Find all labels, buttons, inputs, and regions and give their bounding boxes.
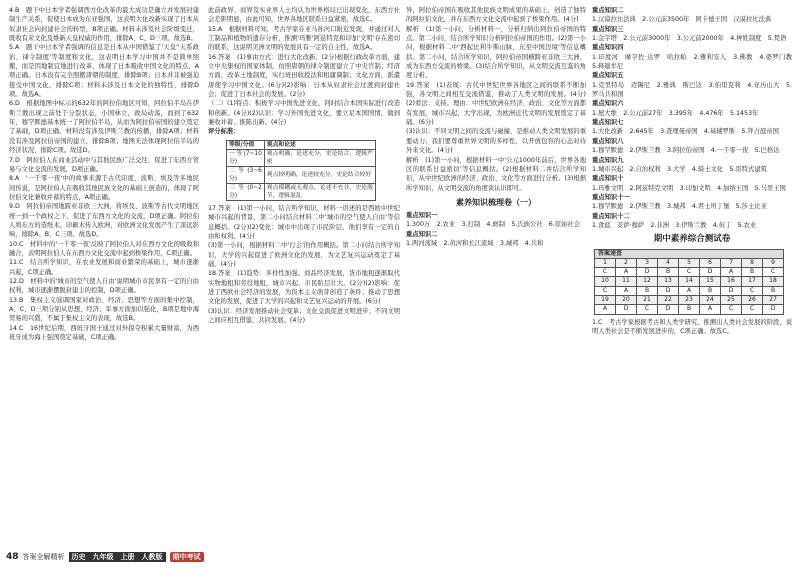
answer-paragraph: 12.D 材料中的'城市的空气使人自由'说明城市市民享有一定的自由权利，城市逐渐摆脱封建主的控制，D项正确。 [9, 277, 199, 295]
key-point-answers: 1.金字塔 2.公元前3000年 3.公元前2000年 4.种姓制度 5.梵语 [592, 35, 787, 43]
answer-paragraph: 6.D 根据地图中标示的632年的阿拉伯地区可知，阿拉伯半岛在伊斯兰教出现之前处于分裂状态，小国林立，政局动荡，而到了632年，穆罕默德基本统一了阿拉伯半岛，从而为阿拉伯帝国的建立奠定了基础，D项正确。材料没有涉及伊斯兰教的传播，排除A项；材料没有涉及阿拉伯帝国的建立，排除B项；地图无法体现阿拉伯半岛的经济状况，排除C项。故选D。 [9, 100, 199, 155]
table-row [595, 258, 784, 267]
table-cell: 观点较明确，论述较充分，史论结合较好 [264, 166, 375, 183]
answer-letter: C [742, 305, 763, 314]
question-number: 16 [721, 277, 742, 286]
question-number: 7 [721, 258, 742, 267]
question-number: 11 [616, 277, 637, 286]
answer-key-table [594, 249, 784, 315]
question-number: 10 [595, 277, 616, 286]
key-point-heading: 重点知识八 [592, 137, 624, 145]
answer-paragraph: 18.答案 (1)趋势：多样性加强。商品经济发展，货币地租逐渐取代实物地租和劳役地租，城市兴起，市民阶层壮大。(2分)(2)影响：促进了西欧社会经济的发展，为资本主义萌芽创造了条件；推动了思想文化的发展，促进了大学的兴起和文艺复兴运动的开展。(6分) [208, 270, 400, 306]
answer-letter: D [721, 286, 742, 295]
answer-letter: B [637, 286, 658, 295]
question-number: 18 [763, 277, 784, 286]
key-point-heading: 重点知识四 [592, 44, 624, 52]
table-cell: 二等(3~6分) [227, 166, 265, 183]
key-point-heading: 重点知识十一 [592, 193, 630, 201]
answer-key-title: 答案速查 [595, 249, 784, 258]
key-point-heading: 重点知识五 [592, 72, 624, 80]
answer-letter: C [679, 268, 700, 277]
scoring-label: 评分标准： [208, 128, 240, 136]
answer-letter: A [700, 305, 721, 314]
answer-letter: B [763, 286, 784, 295]
answer-paragraph: 14.C 16世纪后期，西班牙国王通过对外掠夺积累大量财富，为西班牙成为海上强国奠定基础，C项正确。 [9, 324, 199, 342]
question-number: 27 [763, 296, 784, 305]
answer-letter: B [658, 268, 679, 277]
column-3 [406, 6, 586, 248]
key-point-heading: 重点知识二 [406, 230, 438, 238]
answer-letter: A [679, 286, 700, 295]
answer-paragraph: 4.B 题干中日本学者强调西方化改革的最大成功是确立并发展封建制生产关系，促使日本成为东亚强国，这表明大化改新实现了日本从奴隶社会向封建社会的转型，B项正确。材料未涉及社会阶级变迁，既收有来文化及维新天皇权威的作用，排除A、C、D三项。故选B。 [9, 7, 199, 43]
question-number: 6 [700, 258, 721, 267]
table-cell: 观点模糊或无观点，论述不充分，史论脱节，逻辑混乱 [264, 183, 375, 200]
question-number: 19 [595, 296, 616, 305]
key-point-answers: 1.克里特岛 迈锡尼 2.雅典 斯巴达 3.伯里克利 4.亚历山大 5.罗马共和国 [592, 81, 792, 99]
answer-paragraph: 17.答案 (1)第一小问，结合所学知识，材料一讲述的是西欧中世纪城市兴起的背景，第二小问结合材料二中'城市的空气使人自由'等信息概括。(2分)(2)变化：城市中出现了市民阶层，他们享有一定的自由和权利。(4分) [208, 204, 400, 240]
answer-letter: A [721, 268, 742, 277]
answer-paragraph: (3)第一小问，根据材料二中'行会'的作用概括。第二小问结合所学知识，大学的兴起促进了欧洲文化的发展，为文艺复兴运动奠定了基础。(4分) [208, 242, 400, 268]
answer-letter: A [616, 268, 637, 277]
column-2 [208, 6, 400, 325]
answer-paragraph: 5.A 题干中日本学者强调的信息是日本从中国借鉴了'天皇''天系政治、律令制度'等制度和文化，这表明日本学习中国并不是简单照搬，而是因地制宜地进行改革，体现了日本吸收中国文化的特点，A项正确。日本没有完全照搬唐朝的制度，排除B项；日本并非被强迫接受中国文化，排除C项；材料未涉及日本文化的独特性，排除D项。故选A。 [9, 44, 199, 99]
table-row [595, 296, 784, 305]
answer-paragraph: 此前政界、商界及实业界人士均认为世界格局已出现变化，东西方社会差距明显，由此可知，世界各地区联系日益紧密，故选C。 [208, 7, 400, 24]
table-row [595, 268, 784, 277]
question-number: 4 [658, 258, 679, 267]
answer-letter: D [763, 305, 784, 314]
answer-letter: A [595, 305, 616, 314]
column-1 [9, 6, 199, 342]
answer-paragraph: 解析 (1)第一小问，分析材料一，分析归纳出阿拉伯帝国的特点。第二小问，结合所学知识分析阿拉伯帝国的作用。(2)第一小问，根据材料二中'西起比利牛斯山脉，东至中国边境'等信息概括。第二小问，结合所学知识，阿拉伯帝国横跨亚非欧三大洲，成为东西方交流的桥梁。(3)结合所学知识，从文明交流互鉴的角度分析。 [406, 25, 586, 80]
key-point-heading: 重点知识六 [592, 100, 624, 108]
key-point-heading: 重点知识三 [592, 25, 624, 33]
page-footer [6, 550, 204, 564]
scoring-table [226, 140, 376, 201]
answer-letter: D [616, 305, 637, 314]
table-cell: 一等(7~10分) [227, 149, 265, 166]
answer-paragraph: 16.答案 (1)事由方式：进行大化改新。(2分)根据行政改革方面，建立中央集权的国家体制，仿照唐朝的律令制度建立了中央官制；经济方面，改革土地制度，实行班田收授法和租庸调制；文化方面，派遣唐使学习中国文化。(6分)(2)影响：日本从奴隶社会过渡到封建社会；促进了日本社会的发展。(2分) [208, 53, 400, 99]
table-row [595, 277, 784, 286]
answer-letter: D [658, 286, 679, 295]
question-number: 17 [742, 277, 763, 286]
answer-letter: C [595, 286, 616, 295]
question-number: 8 [742, 258, 763, 267]
answer-letter: A [616, 286, 637, 295]
exam-title: 期中素养综合测试卷 [653, 234, 731, 245]
answer-letter: D [637, 268, 658, 277]
answer-letter: B [700, 286, 721, 295]
answer-paragraph: 解析 (1)第一小问，根据材料一中'公元1000年前后，世界各地区的联系日益密切'等信息概括。(2)根据材料二并结合所学知识，从中世纪欧洲的经济、政治、文化等方面进行分析。(3)根据所学知识，从文明交流的角度谈认识即可。 [406, 156, 586, 192]
question-number: 15 [700, 277, 721, 286]
question-number: 3 [637, 258, 658, 267]
question-number: 2 [616, 258, 637, 267]
key-point-heading: 重点知识二 [592, 7, 624, 14]
key-point-answers: 1.穆罕默德 2.伊斯兰教 3.城邦 4.君士坦丁堡 5.莎士比亚 [592, 203, 767, 211]
question-number: 26 [742, 296, 763, 305]
answer-paragraph: 7.D 阿拉伯人在商业活动中与其他民族广泛交往，促进了东西方贸易与文化交流的发展，D项正确。 [9, 156, 199, 173]
answer-paragraph: 9.D 阿拉伯帝国地跨亚非欧三大洲，将埃及、波斯等古代文明地区统一到一个政权之下，促进了东西方文化的交流，D项正确。阿拉伯人将东方的造纸术、印刷术传入欧洲，对欧洲文化发展产生了深远影响，排除A、B、C三项。故选D。 [9, 203, 199, 239]
table-cell: 三等(0~2分) [227, 183, 265, 200]
table-header: 观点和论述 [264, 140, 375, 149]
key-point-answers: 1.大化改新 2.645年 3.查理曼帝国 4.基辅罗斯 5.拜占庭帝国 [592, 128, 779, 136]
table-cell: 观点明确，论述充分，史论结合，逻辑严密 [264, 149, 375, 166]
answer-letter: D [658, 305, 679, 314]
table-row [227, 183, 376, 200]
answer-paragraph: 8.A '一千零一夜'中的故事来源于古代印度、波斯、埃及等多地民间传说，是阿拉伯人在吸收其他民族文化的基础上创造的，体现了阿拉伯文化兼收并蓄的特点，A项正确。 [9, 175, 199, 201]
answer-paragraph: 13.B 集权主义强调国家对政治、经济、思想等方面的集中控制，A、C、D三项分别从思想、经济、军事方面加以强化，B项是地中海贸易的兴盛，不属于集权主义的表现，故选B。 [9, 296, 199, 323]
question-number: 20 [616, 296, 637, 305]
table-row [595, 305, 784, 314]
key-point-answers: 1.两河流域 2.黄河和长江流域 3.城邦 4.共和 [406, 239, 544, 247]
answer-letter: C [742, 286, 763, 295]
question-number: 1 [595, 258, 616, 267]
answer-letter: C [637, 305, 658, 314]
key-point-answers: 1.玛雅文明 2.阿兹特克文明 3.印加文明 4.加纳王国 5.马里王国 [592, 184, 786, 192]
answer-paragraph: 1.C 考古学家根据考古和人类学研究，推测出人类社会发展的阶段，说明人类社会是不断发展进步的，C项正确。故选C。 [592, 318, 792, 336]
answer-paragraph: 15.A 根据材料可知，考古学家在亚马孙河口附近发现，并通过对人工制品和植物的遗存分析，推测'玛雅'阿兹特克和印加'文明'存在密切的联系，这说明美洲文明的发展具有一定的自主性，故选A。 [208, 25, 400, 52]
book-title: 历史 九年级 上册 人教版 [69, 552, 166, 562]
table-row [595, 286, 784, 295]
answer-letter: B [742, 268, 763, 277]
answer-paragraph: (3)认识：经济发展推动社会变革；文化交流促进文明进步；不同文明之间应相互借鉴，共同发展。(4分) [208, 307, 400, 324]
answer-letter: D [700, 268, 721, 277]
answer-paragraph: 10.C 材料中的'一千零一夜'反映了阿拉伯人对东西方文化的吸收和融合，表明阿拉伯人在东西方文化交流中起到桥梁作用，C项正确。 [9, 240, 199, 257]
section-title: 素养知识梳理卷（一） [456, 197, 536, 207]
key-point-heading: 重点知识九 [592, 156, 624, 164]
key-point-answers: 1.城市兴起 2.自治权利 3.大学 4.骑士文化 5.哥特式建筑 [592, 165, 767, 173]
answer-paragraph: (3)认识：不同文明之间的交流与碰撞，是推动人类文明发展的重要动力；我们要尊重世界文明的多样性，以开放包容的心态对待外来文化。(4分) [406, 128, 586, 155]
key-point-heading: 重点知识一 [406, 211, 438, 219]
answer-letter: C [763, 268, 784, 277]
key-point-answers: 1.穆罕默德 2.伊斯兰教 3.阿拉伯帝国 4.一千零一夜 5.巴格达 [592, 147, 780, 155]
table-header: 等级/分值 [227, 140, 265, 149]
answer-letter: B [679, 305, 700, 314]
question-number: 5 [679, 258, 700, 267]
answer-paragraph: 11.C 结合所学知识，在农业发展和商业繁荣的基础上，城市逐渐兴起，C项正确。 [9, 259, 199, 276]
footer-label: 答案全解精析 [22, 553, 65, 561]
exam-badge: 期中考试 [170, 552, 204, 562]
key-point-answers: 1.屋大维 2.公元前27年 3.395年 4.476年 5.1453年 [592, 109, 759, 117]
question-number: 14 [679, 277, 700, 286]
table-row [227, 166, 376, 183]
question-number: 9 [763, 258, 784, 267]
question-number: 23 [679, 296, 700, 305]
page-number: 48 [6, 552, 19, 562]
table-row [227, 149, 376, 166]
question-number: 21 [637, 296, 658, 305]
key-point-heading: 重点知识十 [592, 175, 624, 183]
question-number: 22 [658, 296, 679, 305]
question-number: 12 [637, 277, 658, 286]
answer-letter: C [595, 268, 616, 277]
question-number: 24 [700, 296, 721, 305]
key-point-answers: 1.印度河 摩亨佐·达罗 哈拉帕 2.雅利安人 3.佛教 4.婆罗门教 5.释迦牟尼 [592, 53, 799, 71]
answer-letter: C [721, 305, 742, 314]
key-point-answers: 1.300万 2.农业 3.打制 4.磨制 5.氏族公社 6.原始社会 [406, 221, 581, 229]
key-point-heading: 重点知识七 [592, 119, 624, 127]
answer-paragraph: 19.答案 (1)表现：古代中世纪世界各地区之间的联系不断加强，各文明之间相互交流借鉴，推动了人类文明的发展。(4分)(2)看法：支持。理由：中世纪欧洲在经济、政治、文化等方面都有发展，城市兴起，大学出现，为欧洲近代文明的发展奠定了基础。(6分) [406, 81, 586, 127]
key-point-answers: 1.食盐 麦萨·穆萨 2.非洲 3.伊斯兰教 4.但丁 5.农业 [592, 221, 757, 229]
column-4 [592, 6, 799, 336]
key-point-heading: 重点知识十二 [592, 212, 630, 220]
answer-paragraph: （二）(1)特点：积极学习中国先进文化，同时结合本国实际进行改造和创新。(4分)(2)认识：学习外国先进文化，要立足本国国情，做到兼收并蓄、推陈出新。(4分) [208, 100, 400, 127]
question-number: 25 [721, 296, 742, 305]
key-point-answers: 1.汉谟拉比法典 2.公元前3500年 阿卡德王国 汉谟拉比法典 [592, 16, 772, 24]
answer-paragraph: 异，阿拉伯帝国在吸收其他民族文明成果的基础上，创造了独特的阿拉伯文化，并在东西方文化交流中起到了桥梁作用。(4分) [406, 7, 586, 24]
question-number: 13 [658, 277, 679, 286]
